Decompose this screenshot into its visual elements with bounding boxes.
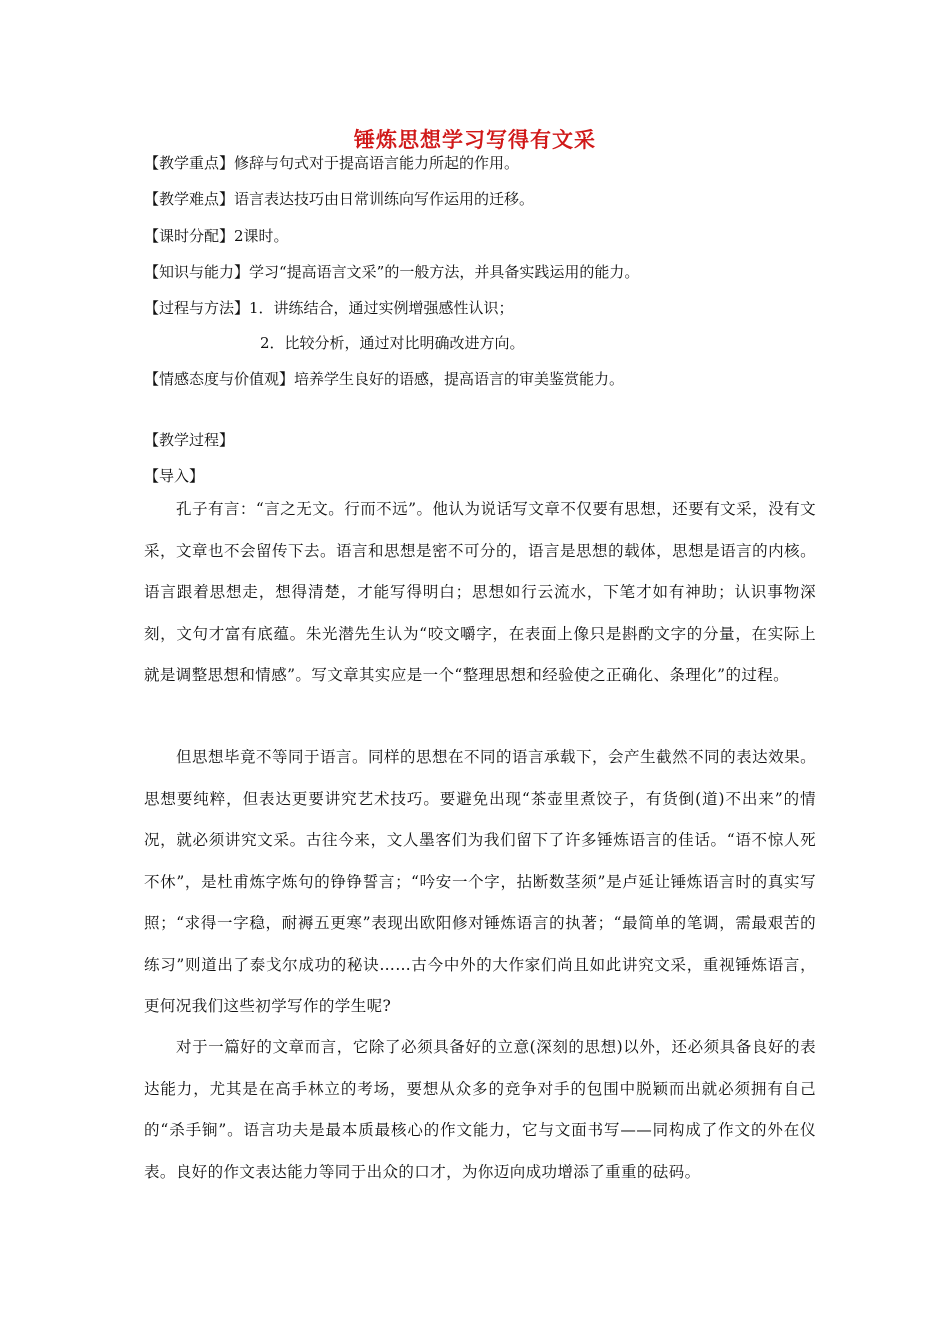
meta-label: 【教学难点】 (144, 190, 235, 208)
paragraph-2: 但思想毕竟不等同于语言。同样的思想在不同的语言承载下，会产生截然不同的表达效果。思想要纯粹，但表达更要讲究艺术技巧。要避免出现“茶壶里煮饺子，有货倒(道)不出来”的情况，就必须讲究文采。古往今来，文人墨客们为我们留下了许多锤炼语言的佳话。“语不惊人死不休”，是杜甫炼字炼句的铮铮誓言；“吟安一个字，拈断数茎须”是卢延让锤炼语言时的真实写照；“求得一字稳，耐褥五更寒”表现出欧阳修对锤炼语言的执著；“最简单的笔调，需最艰苦的练习”则道出了泰戈尔成功的秘诀……古今中外的大作家们尚且如此讲究文采，重视锤炼语言，更何况我们这些初学写作的学生呢? (144, 748, 816, 1015)
section-heading-process: 【教学过程】 (144, 431, 235, 449)
meta-value: 修辞与句式对于提高语言能力所起的作用。 (234, 154, 520, 172)
meta-label: 【过程与方法】 (144, 299, 250, 317)
meta-label: 【情感态度与价值观】 (144, 370, 295, 388)
paragraph-3: 对于一篇好的文章而言，它除了必须具备好的立意(深刻的思想)以外，还必须具备良好的表达能力，尤其是在高手林立的考场，要想从众多的竞争对手的包围中脱颖而出就必须拥有自己的“杀手锏”。语言功夫是最本质最核心的作文能力，它与文面书写——同构成了作文的外在仪表。良好的作文表达能力等同于出众的口才，为你迈向成功增添了重重的砝码。 (144, 1038, 816, 1181)
meta-process-method-line-2: 2．比较分析，通过对比明确改进方向。 (260, 334, 525, 352)
meta-value: 培养学生良好的语感，提高语言的审美鉴赏能力。 (294, 370, 625, 388)
meta-label: 【教学重点】 (144, 154, 235, 172)
meta-process-method (144, 298, 844, 318)
meta-attitude-values (144, 369, 844, 389)
meta-difficulties (144, 189, 844, 209)
paragraph-1: 孔子有言：“言之无文。行而不远”。他认为说话写文章不仅要有思想，还要有文采，没有文采，文章也不会留传下去。语言和思想是密不可分的，语言是思想的载体，思想是语言的内核。语言跟着思想走，想得清楚，才能写得明白；思想如行云流水，下笔才如有神助；认识事物深刻，文句才富有底蕴。朱光潜先生认为“咬文嚼字，在表面上像只是斟酌文字的分量，在实际上就是调整思想和情感”。写文章其实应是一个“整理思想和经验使之正确化、条理化”的过程。 (144, 500, 816, 684)
meta-value: 1．讲练结合，通过实例增强感性认识； (249, 299, 514, 317)
meta-value: 语言表达技巧由日常训练向写作运用的迁移。 (234, 190, 535, 208)
meta-label: 【知识与能力】 (144, 263, 250, 281)
meta-label: 【课时分配】 (144, 227, 235, 245)
meta-value: 2课时。 (234, 227, 289, 245)
document-title: 锤炼思想学习写得有文采 (354, 128, 596, 152)
meta-class-hours (144, 226, 844, 246)
meta-key-points (144, 153, 844, 173)
meta-value: 学习“提高语言文采”的一般方法，并具备实践运用的能力。 (249, 263, 640, 281)
meta-knowledge-ability (144, 262, 844, 282)
section-heading-intro: 【导入】 (144, 467, 205, 485)
